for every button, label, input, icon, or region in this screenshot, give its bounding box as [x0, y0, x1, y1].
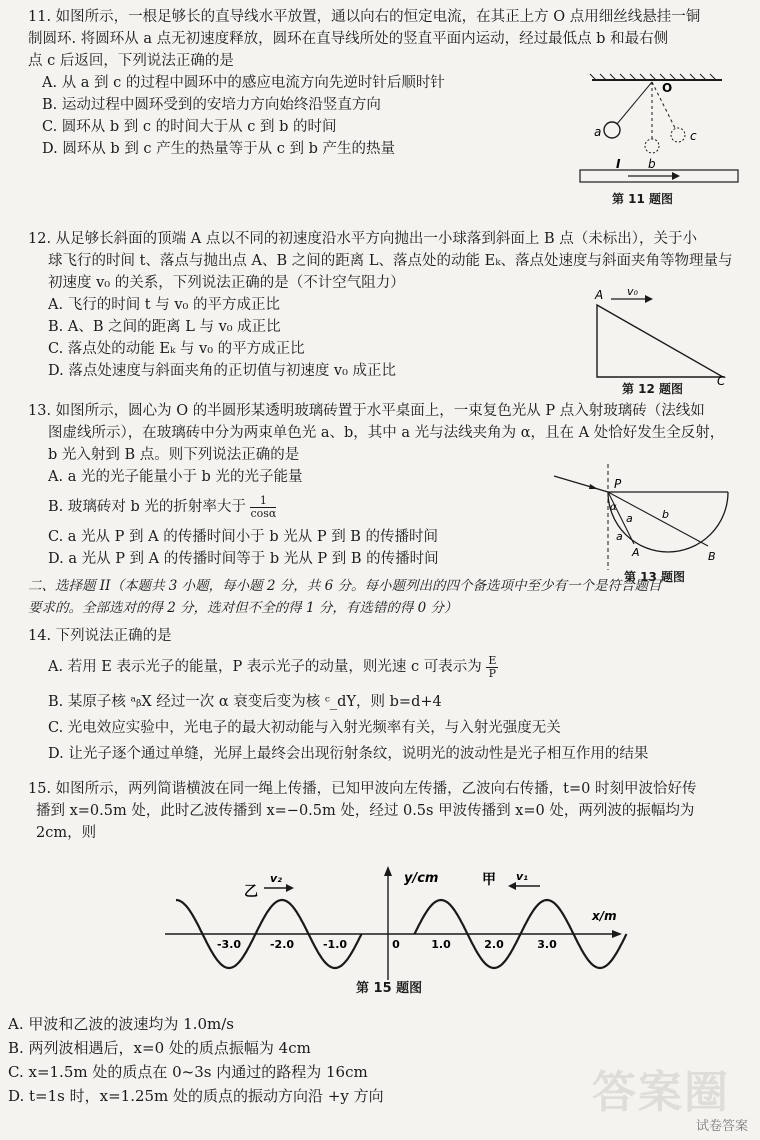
section-2-line-1: 二、选择题 II（本题共 3 小题，每小题 2 分，共 6 分。每小题列出的四个备选项中至少有一个是符合题目 — [28, 578, 662, 594]
x-axis-label: x/m — [592, 909, 617, 923]
fig13-label-alpha: α — [610, 502, 617, 513]
fig11-caption: 第 11 题图 — [612, 192, 674, 206]
fig12-caption: 第 12 题图 — [622, 382, 684, 396]
fig13-label-b-ray: b — [662, 508, 669, 521]
ring-b — [645, 139, 659, 153]
label-yi: 乙 — [244, 884, 258, 900]
q11-line-3: 点 c 后返回，下列说法正确的是 — [28, 53, 234, 69]
fig11-label-current: I — [616, 157, 621, 171]
q13-line-2: 图虚线所示），在玻璃砖中分为两束单色光 a、b，其中 a 光与法线夹角为 α，且在 A 处恰好发生全反射， — [48, 425, 725, 441]
question-14 — [28, 625, 743, 765]
q13-frac-numerator: 1 — [250, 495, 276, 508]
q11-option-d: D. 圆环从 b 到 c 产生的热量等于从 c 到 b 产生的热量 — [42, 141, 396, 157]
v1-arrow-icon — [508, 882, 516, 890]
incline-triangle — [597, 305, 723, 377]
q14-option-a — [48, 647, 743, 687]
q14-option-a-text: A. 若用 E 表示光子的能量，P 表示光子的动量，则光速 c 可表示为 — [48, 659, 482, 675]
q14-stem: 14. 下列说法正确的是 — [28, 628, 172, 644]
q12-line-2: 球飞行的时间 t、落点与抛出点 A、B 之间的距离 L、落点处的动能 Eₖ、落点处速度与斜面夹角等物理量与 — [48, 253, 733, 269]
fig12-label-a: A — [595, 288, 604, 302]
q14-option-a-fraction — [486, 655, 498, 680]
tick-label-neg2: -2.0 — [269, 938, 295, 951]
fig11-label-c: c — [690, 129, 697, 143]
tick-label-neg1: -1.0 — [322, 938, 348, 951]
q15-line-2: 播到 x=0.5m 处，此时乙波传播到 x=−0.5m 处，经过 0.5s 甲波传播到 x=0 处，两列波的振幅均为 — [36, 803, 695, 819]
incident-arrow-icon — [589, 484, 598, 489]
v2-arrow-icon — [286, 884, 294, 892]
ray-b — [608, 492, 708, 546]
figure-13 — [550, 462, 735, 572]
q15-option-d: D. t=1s 时，x=1.25m 处的质点的振动方向沿 +y 方向 — [8, 1087, 384, 1105]
fig13-label-a-ray: a — [626, 512, 633, 525]
fig11-label-a: a — [594, 125, 602, 139]
ring-a — [604, 122, 620, 138]
figure-15 — [160, 862, 630, 982]
q11-option-a: A. 从 a 到 c 的过程中圆环中的感应电流方向先逆时针后顺时针 — [42, 75, 445, 91]
q11-option-b: B. 运动过程中圆环受到的安培力方向始终沿竖直方向 — [42, 97, 381, 113]
label-v1: v₁ — [516, 870, 528, 883]
incident-ray — [554, 476, 608, 492]
label-jia: 甲 — [482, 872, 496, 888]
fig13-label-a-point: A — [632, 546, 640, 559]
fig13-caption: 第 13 题图 — [624, 570, 686, 584]
q14-option-d: D. 让光子逐个通过单缝，光屏上最终会出现衍射条纹，说明光的波动性是光子相互作用的结果 — [48, 746, 649, 762]
q13-option-a: A. a 光的光子能量小于 b 光的光子能量 — [48, 469, 303, 485]
q12-line-1: 12. 从足够长斜面的顶端 A 点以不同的初速度沿水平方向抛出一小球落到斜面上 B 点（未标出），关于小 — [28, 231, 697, 247]
q14-option-b: B. 某原子核 ᵃᵦX 经过一次 α 衰变后变为核 ᶜ_dY，则 b=d+4 — [48, 694, 442, 710]
q11-line-1: 11. 如图所示，一根足够长的直导线水平放置，通以向右的恒定电流，在其正上方 O 点用细丝线悬挂一铜 — [28, 9, 701, 25]
label-v2: v₂ — [270, 872, 282, 885]
figure-11 — [572, 70, 742, 210]
tick-label-neg3: -3.0 — [216, 938, 242, 951]
q15-line-1: 15. 如图所示，两列简谐横波在同一绳上传播，已知甲波向左传播，乙波向右传播，t=0 时刻甲波恰好传 — [28, 781, 697, 797]
q13-line-1: 13. 如图所示，圆心为 O 的半圆形某透明玻璃砖置于水平桌面上，一束复色光从 P 点入射玻璃砖（法线如 — [28, 403, 705, 419]
q15-line-3: 2cm，则 — [36, 825, 97, 841]
q13-option-d: D. a 光从 P 到 A 的传播时间等于 b 光从 P 到 B 的传播时间 — [48, 551, 439, 567]
q12-option-d: D. 落点处速度与斜面夹角的正切值与初速度 v₀ 成正比 — [48, 363, 397, 379]
ring-c — [671, 128, 685, 142]
fig12-label-c: C — [717, 374, 726, 385]
q11-line-2: 制圆环. 将圆环从 a 点无初速度释放，圆环在直导线所处的竖直平面内运动，经过最低点 b 和最右侧 — [28, 31, 669, 47]
section-2-header — [28, 575, 728, 619]
q12-option-b: B. A、B 之间的距离 L 与 v₀ 成正比 — [48, 319, 281, 335]
y-axis-label: y/cm — [404, 871, 439, 886]
q13-frac-denominator: cosα — [250, 506, 277, 520]
q13-option-b-text: B. 玻璃砖对 b 光的折射率大于 — [48, 499, 246, 515]
watermark-text: 试卷答案 — [695, 1119, 748, 1134]
q14-frac-denominator: P — [488, 666, 497, 680]
fig13-label-a-near: a — [616, 530, 623, 543]
current-arrow-icon — [672, 172, 680, 180]
tick-label-3: 3.0 — [537, 938, 557, 951]
x-tick-labels — [217, 938, 557, 951]
watermark-logo: 答案圈 — [592, 1067, 730, 1118]
fig15-caption: 第 15 题图 — [356, 981, 423, 996]
q15-option-a: A. 甲波和乙波的波速均为 1.0m/s — [8, 1015, 234, 1033]
fig11-label-b: b — [648, 157, 656, 171]
fig12-label-v0: v₀ — [627, 285, 638, 298]
tick-label-0: 0 — [392, 938, 400, 951]
section-2-line-2: 要求的。全部选对的得 2 分，选对但不全的得 1 分，有选错的得 0 分） — [28, 600, 458, 616]
q12-option-a: A. 飞行的时间 t 与 v₀ 的平方成正比 — [48, 297, 280, 313]
q13-option-c: C. a 光从 P 到 A 的传播时间小于 b 光从 P 到 B 的传播时间 — [48, 529, 439, 545]
velocity-arrow-icon — [645, 295, 653, 303]
fig11-label-o: O — [662, 81, 673, 95]
q15-option-b: B. 两列波相遇后，x=0 处的质点振幅为 4cm — [8, 1039, 311, 1057]
q13-line-3: b 光入射到 B 点。则下列说法正确的是 — [48, 447, 300, 463]
q13-option-b-fraction — [250, 495, 276, 520]
q14-option-c: C. 光电效应实验中，光电子的最大初动能与入射光频率有关，与入射光强度无关 — [48, 720, 561, 736]
tick-label-2: 2.0 — [484, 938, 504, 951]
q12-option-c: C. 落点处的动能 Eₖ 与 v₀ 的平方成正比 — [48, 341, 305, 357]
fig13-label-p: P — [614, 477, 622, 491]
fig13-label-b-point: B — [708, 550, 716, 563]
q12-line-3: 初速度 v₀ 的关系，下列说法正确的是（不计空气阻力） — [48, 275, 405, 291]
tick-label-1: 1.0 — [431, 938, 451, 951]
q15-option-c: C. x=1.5m 处的质点在 0~3s 内通过的路程为 16cm — [8, 1063, 368, 1081]
figure-12 — [585, 285, 735, 385]
q11-option-c: C. 圆环从 b 到 c 的时间大于从 c 到 b 的时间 — [42, 119, 337, 135]
question-15 — [28, 778, 743, 844]
x-axis-arrow-icon — [612, 930, 622, 938]
y-axis-arrow-icon — [384, 866, 392, 876]
q14-frac-numerator: E — [488, 653, 497, 667]
